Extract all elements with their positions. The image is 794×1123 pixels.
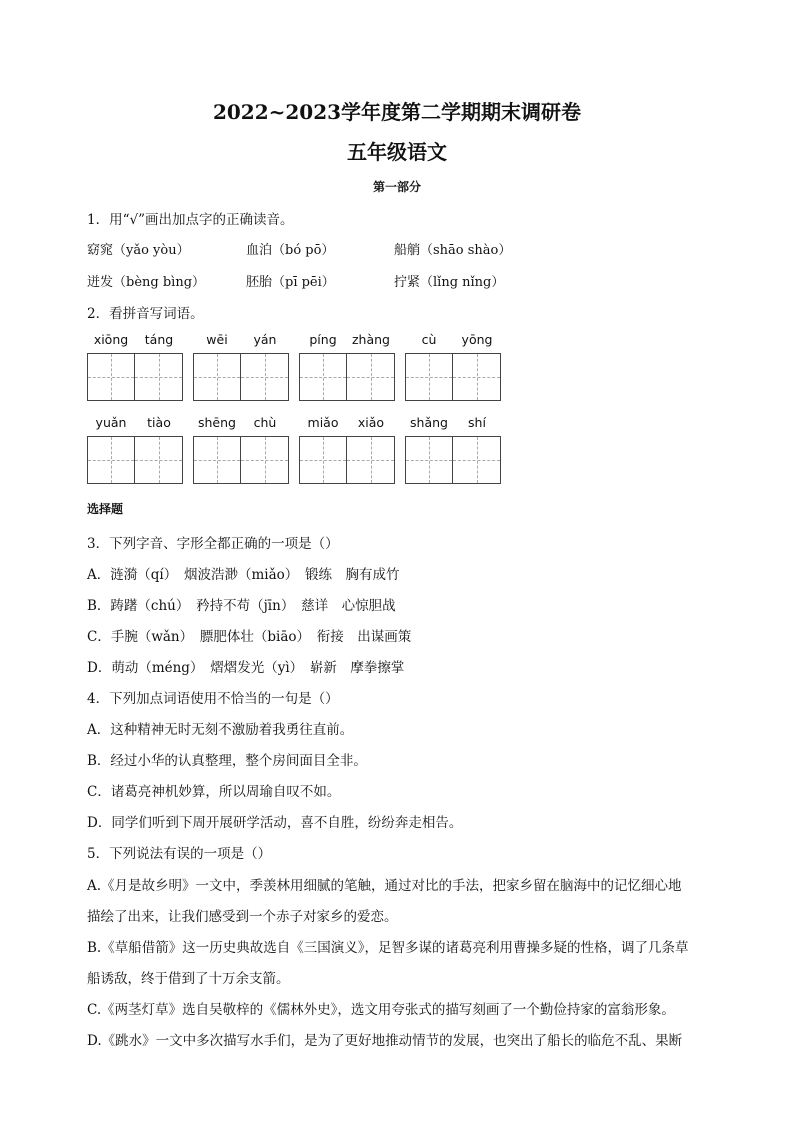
q1-stem: 1．用“√”画出加点字的正确读音。: [87, 212, 294, 228]
part-label: 第一部分: [372, 180, 421, 194]
writing-box[interactable]: [405, 436, 453, 484]
writing-box[interactable]: [87, 353, 135, 401]
q3-option: A．涟漪（qí） 烟波浩渺（miǎo） 锻练 胸有成竹: [87, 567, 400, 583]
pinyin-label: wēi: [206, 332, 228, 347]
q3-stem: 3．下列字音、字形全都正确的一项是（）: [87, 536, 339, 552]
q3-option: D．萌动（méng） 熠熠发光（yì） 崭新 摩拳擦掌: [87, 660, 405, 676]
pinyin-label: shǎng: [410, 415, 448, 430]
pinyin-label: shēng: [198, 415, 236, 430]
writing-box[interactable]: [405, 353, 453, 401]
pinyin-label: chù: [253, 415, 277, 430]
q5-line: 描绘了出来，让我们感受到一个赤子对家乡的爱恋。: [87, 909, 398, 925]
writing-box[interactable]: [241, 436, 289, 484]
exam-title: 2022~2023学年度第二学期期末调研卷: [212, 100, 582, 124]
q2-stem: 2．看拼音写词语。: [87, 306, 204, 322]
pinyin-label: yán: [253, 332, 277, 347]
q1-item: 拧紧（lǐng nǐng）: [394, 275, 505, 290]
pinyin-label: píng: [309, 332, 337, 347]
pinyin-label: cù: [421, 332, 437, 347]
writing-box[interactable]: [241, 353, 289, 401]
pinyin-word-group: [193, 332, 289, 401]
q1-item: 胚胎（pī pēi）: [246, 275, 335, 290]
q5-line: D.《跳水》一文中多次描写水手们，是为了更好地推动情节的发展，也突出了船长的临危不乱、果断: [87, 1033, 683, 1049]
pinyin-label: yōng: [461, 332, 493, 347]
pinyin-word-group: [193, 415, 289, 484]
q1-item: 血泊（bó pō）: [246, 243, 335, 258]
q5-stem: 5．下列说法有误的一项是（）: [87, 846, 272, 862]
pinyin-word-group: [87, 332, 183, 401]
pinyin-word-group: [299, 415, 395, 484]
writing-box[interactable]: [193, 436, 241, 484]
pinyin-label: táng: [144, 332, 174, 347]
q3-option: C．手腕（wǎn） 膘肥体壮（biāo） 衔接 出谋画策: [87, 629, 412, 645]
pinyin-label: xiǎo: [357, 415, 385, 430]
pinyin-word-group: [299, 332, 395, 401]
q4-option: C．诸葛亮神机妙算，所以周瑜自叹不如。: [87, 784, 341, 800]
pinyin-label: tiào: [147, 415, 171, 430]
q4-stem: 4．下列加点词语使用不恰当的一句是（）: [87, 691, 339, 707]
section-label: 选择题: [87, 502, 124, 516]
q1-item: 迸发（bèng bìng）: [87, 275, 206, 290]
writing-box[interactable]: [135, 436, 183, 484]
pinyin-label: zhàng: [351, 332, 390, 347]
q4-option: D．同学们听到下周开展研学活动，喜不自胜，纷纷奔走相告。: [87, 815, 463, 831]
pinyin-word-group: [405, 415, 501, 484]
pinyin-label: miǎo: [307, 415, 339, 430]
q1-item: 船艄（shāo shào）: [394, 243, 512, 258]
q5-line: A.《月是故乡明》一文中，季羡林用细腻的笔触，通过对比的手法，把家乡留在脑海中的记忆细心地: [87, 878, 682, 894]
q5-line: C.《两茎灯草》选自吴敬梓的《儒林外史》，选文用夸张式的描写刻画了一个勤俭持家的富翁形象。: [87, 1002, 675, 1018]
writing-box[interactable]: [87, 436, 135, 484]
writing-box[interactable]: [347, 436, 395, 484]
q4-option: A．这种精神无时无刻不激励着我勇往直前。: [87, 722, 354, 738]
pinyin-word-group: [405, 332, 501, 401]
pinyin-label: yuǎn: [95, 415, 127, 430]
writing-box[interactable]: [453, 353, 501, 401]
q5-line: 船诱敌，终于借到了十万余支箭。: [87, 971, 290, 987]
writing-box[interactable]: [193, 353, 241, 401]
writing-box[interactable]: [347, 353, 395, 401]
writing-box[interactable]: [299, 436, 347, 484]
pinyin-label: shí: [468, 415, 486, 430]
pinyin-word-group: [87, 415, 183, 484]
q1-item: 窈窕（yǎo yòu）: [87, 243, 190, 258]
writing-box[interactable]: [299, 353, 347, 401]
q4-option: B．经过小华的认真整理，整个房间面目全非。: [87, 753, 367, 769]
q3-option: B．踌躇（chú） 矜持不苟（jīn） 慈详 心惊胆战: [87, 598, 396, 614]
writing-box[interactable]: [453, 436, 501, 484]
writing-box[interactable]: [135, 353, 183, 401]
pinyin-label: xiōng: [93, 332, 129, 347]
q5-line: B.《草船借箭》这一历史典故选自《三国演义》，足智多谋的诸葛亮利用曹操多疑的性格，调了几条草: [87, 940, 689, 956]
exam-subtitle: 五年级语文: [347, 140, 447, 164]
